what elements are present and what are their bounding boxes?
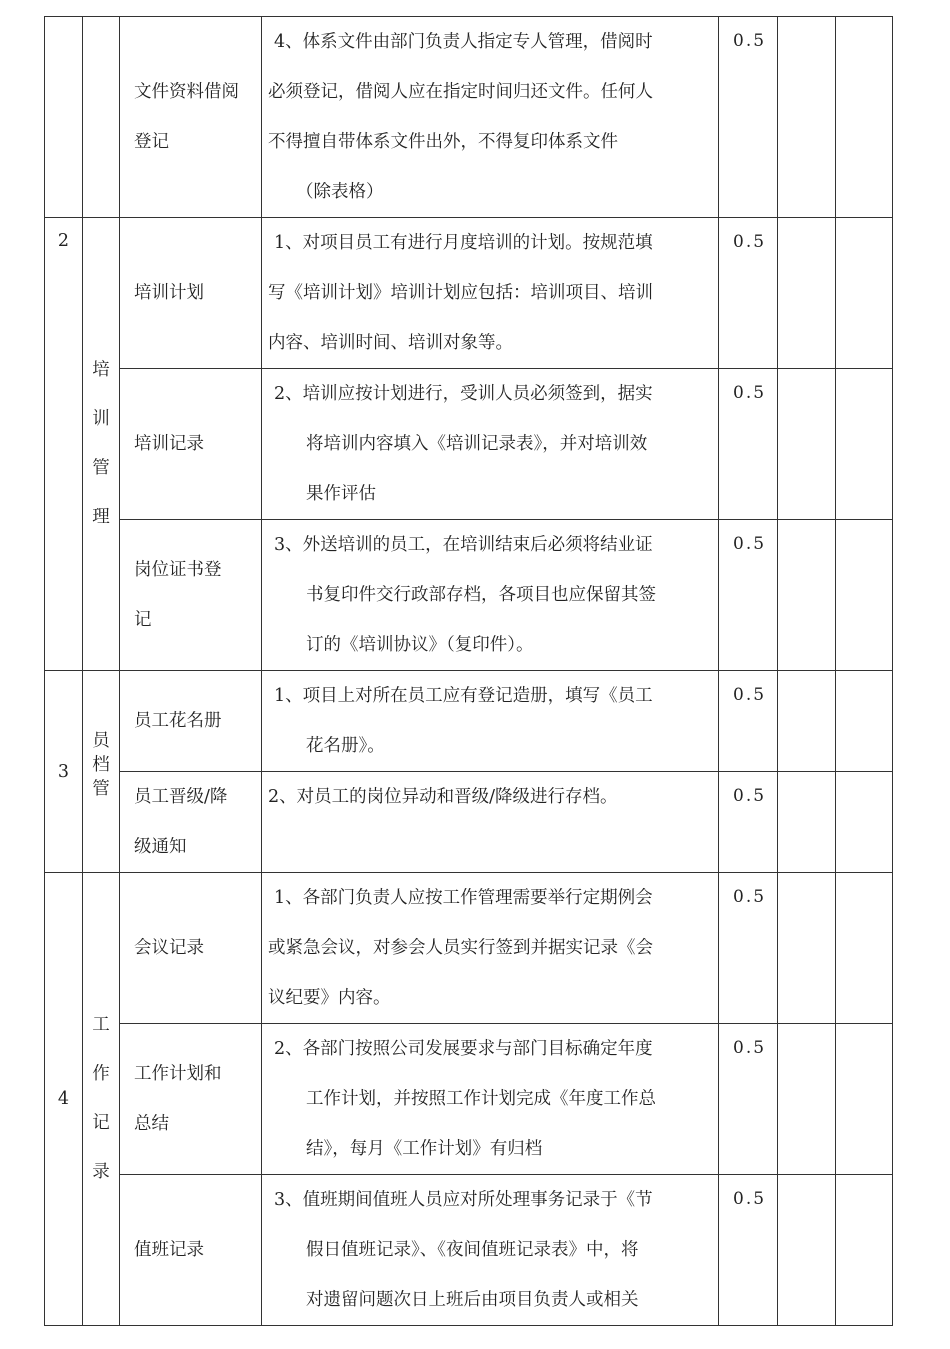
blank-cell <box>836 17 893 218</box>
requirement-cell <box>262 520 719 671</box>
blank-cell <box>836 671 893 772</box>
blank-cell <box>836 218 893 369</box>
row-number-cell: 2 <box>45 218 83 671</box>
category-label: 工作记录 <box>92 1015 110 1182</box>
table-row <box>45 520 893 671</box>
item-label: 工作计划和 <box>134 1064 222 1084</box>
requirement-line: 花名册》。 <box>306 736 385 756</box>
table-row <box>45 17 893 218</box>
item-cell <box>120 520 262 671</box>
item-cell <box>120 873 262 1024</box>
score-cell: 0.5 <box>719 1024 778 1175</box>
item-label: 总结 <box>134 1114 169 1134</box>
requirement-line: 4、体系文件由部门负责人指定专人管理，借阅时 <box>274 32 653 52</box>
blank-cell <box>778 671 836 772</box>
blank-cell <box>836 1024 893 1175</box>
item-label: 培训计划 <box>134 283 204 303</box>
blank-cell <box>836 772 893 873</box>
table-row <box>45 218 893 369</box>
score-cell: 0.5 <box>719 369 778 520</box>
requirement-line: 写《培训计划》培训计划应包括：培训项目、培训 <box>268 283 653 303</box>
requirement-cell <box>262 772 719 873</box>
score-cell: 0.5 <box>719 873 778 1024</box>
blank-cell <box>778 369 836 520</box>
requirement-cell <box>262 671 719 772</box>
item-cell <box>120 218 262 369</box>
blank-cell <box>778 218 836 369</box>
requirement-cell <box>262 1175 719 1326</box>
requirement-line: 2、各部门按照公司发展要求与部门目标确定年度 <box>274 1039 653 1059</box>
blank-cell <box>836 520 893 671</box>
score-cell: 0.5 <box>719 17 778 218</box>
blank-cell <box>836 873 893 1024</box>
item-cell <box>120 1024 262 1175</box>
requirement-line: 对遗留问题次日上班后由项目负责人或相关 <box>306 1290 639 1310</box>
requirement-line: 内容、培训时间、培训对象等。 <box>268 333 513 353</box>
category-cell <box>83 218 120 671</box>
requirement-line: 必须登记，借阅人应在指定时间归还文件。任何人 <box>268 82 653 102</box>
requirement-line: 3、外送培训的员工，在培训结束后必须将结业证 <box>274 535 653 555</box>
requirement-line: 书复印件交行政部存档，各项目也应保留其签 <box>306 585 656 605</box>
requirement-cell <box>262 369 719 520</box>
score-cell: 0.5 <box>719 671 778 772</box>
requirement-line: 假日值班记录》、《夜间值班记录表》中，将 <box>306 1240 639 1260</box>
requirement-line: 1、对项目员工有进行月度培训的计划。按规范填 <box>274 233 653 253</box>
item-cell <box>120 1175 262 1326</box>
score-cell: 0.5 <box>719 1175 778 1326</box>
requirement-line: 订的《培训协议》（复印件）。 <box>306 635 534 655</box>
score-cell: 0.5 <box>719 520 778 671</box>
table-row <box>45 1175 893 1326</box>
blank-cell <box>778 17 836 218</box>
item-label: 员工花名册 <box>134 711 222 731</box>
requirement-line: 3、值班期间值班人员应对所处理事务记录于《节 <box>274 1190 653 1210</box>
category-cell <box>83 671 120 873</box>
requirement-line: 结》，每月《工作计划》有归档 <box>306 1139 543 1159</box>
row-number-cell: 3 <box>45 671 83 873</box>
item-label: 岗位证书登 <box>134 560 222 580</box>
item-label: 记 <box>134 610 152 630</box>
item-cell <box>120 17 262 218</box>
row-number-cell: 4 <box>45 873 83 1326</box>
category-label: 员档管 <box>92 731 110 799</box>
category-cell <box>83 873 120 1326</box>
blank-cell <box>836 369 893 520</box>
requirement-cell <box>262 218 719 369</box>
item-cell <box>120 671 262 772</box>
requirement-line: 不得擅自带体系文件出外，不得复印体系文件 <box>268 132 618 152</box>
requirement-line: 工作计划，并按照工作计划完成《年度工作总 <box>306 1089 656 1109</box>
row-number-cell <box>45 17 83 218</box>
requirement-line: 1、各部门负责人应按工作管理需要举行定期例会 <box>274 888 653 908</box>
item-label: 培训记录 <box>134 434 204 454</box>
requirement-line: 将培训内容填入《培训记录表》，并对培训效 <box>306 434 648 454</box>
blank-cell <box>778 873 836 1024</box>
item-cell <box>120 772 262 873</box>
item-label: 级通知 <box>134 837 187 857</box>
table-row <box>45 772 893 873</box>
table-row <box>45 1024 893 1175</box>
item-label: 文件资料借阅登记 <box>134 82 239 152</box>
score-cell: 0.5 <box>719 772 778 873</box>
blank-cell <box>778 1175 836 1326</box>
item-cell <box>120 369 262 520</box>
blank-cell <box>778 520 836 671</box>
item-label: 值班记录 <box>134 1240 204 1260</box>
item-label: 会议记录 <box>134 938 204 958</box>
blank-cell <box>778 772 836 873</box>
blank-cell <box>836 1175 893 1326</box>
score-cell: 0.5 <box>719 218 778 369</box>
requirement-line: 1、项目上对所在员工应有登记造册，填写《员工 <box>274 686 653 706</box>
requirement-line: 果作评估 <box>306 484 376 504</box>
requirement-line: 2、对员工的岗位异动和晋级/降级进行存档。 <box>268 787 618 807</box>
table-row <box>45 671 893 772</box>
requirement-line: 议纪要》内容。 <box>268 988 391 1008</box>
requirement-cell <box>262 17 719 218</box>
blank-cell <box>778 1024 836 1175</box>
requirement-cell <box>262 873 719 1024</box>
requirement-line: 或紧急会议，对参会人员实行签到并据实记录《会 <box>268 938 653 958</box>
item-label: 员工晋级/降 <box>134 787 228 807</box>
table-row <box>45 873 893 1024</box>
category-label: 培训管理 <box>92 360 110 527</box>
requirement-line: 2、培训应按计划进行，受训人员必须签到，据实 <box>274 384 653 404</box>
table-row <box>45 369 893 520</box>
category-cell <box>83 17 120 218</box>
requirement-cell <box>262 1024 719 1175</box>
evaluation-table <box>44 16 893 1326</box>
requirement-line: （除表格） <box>296 182 384 202</box>
